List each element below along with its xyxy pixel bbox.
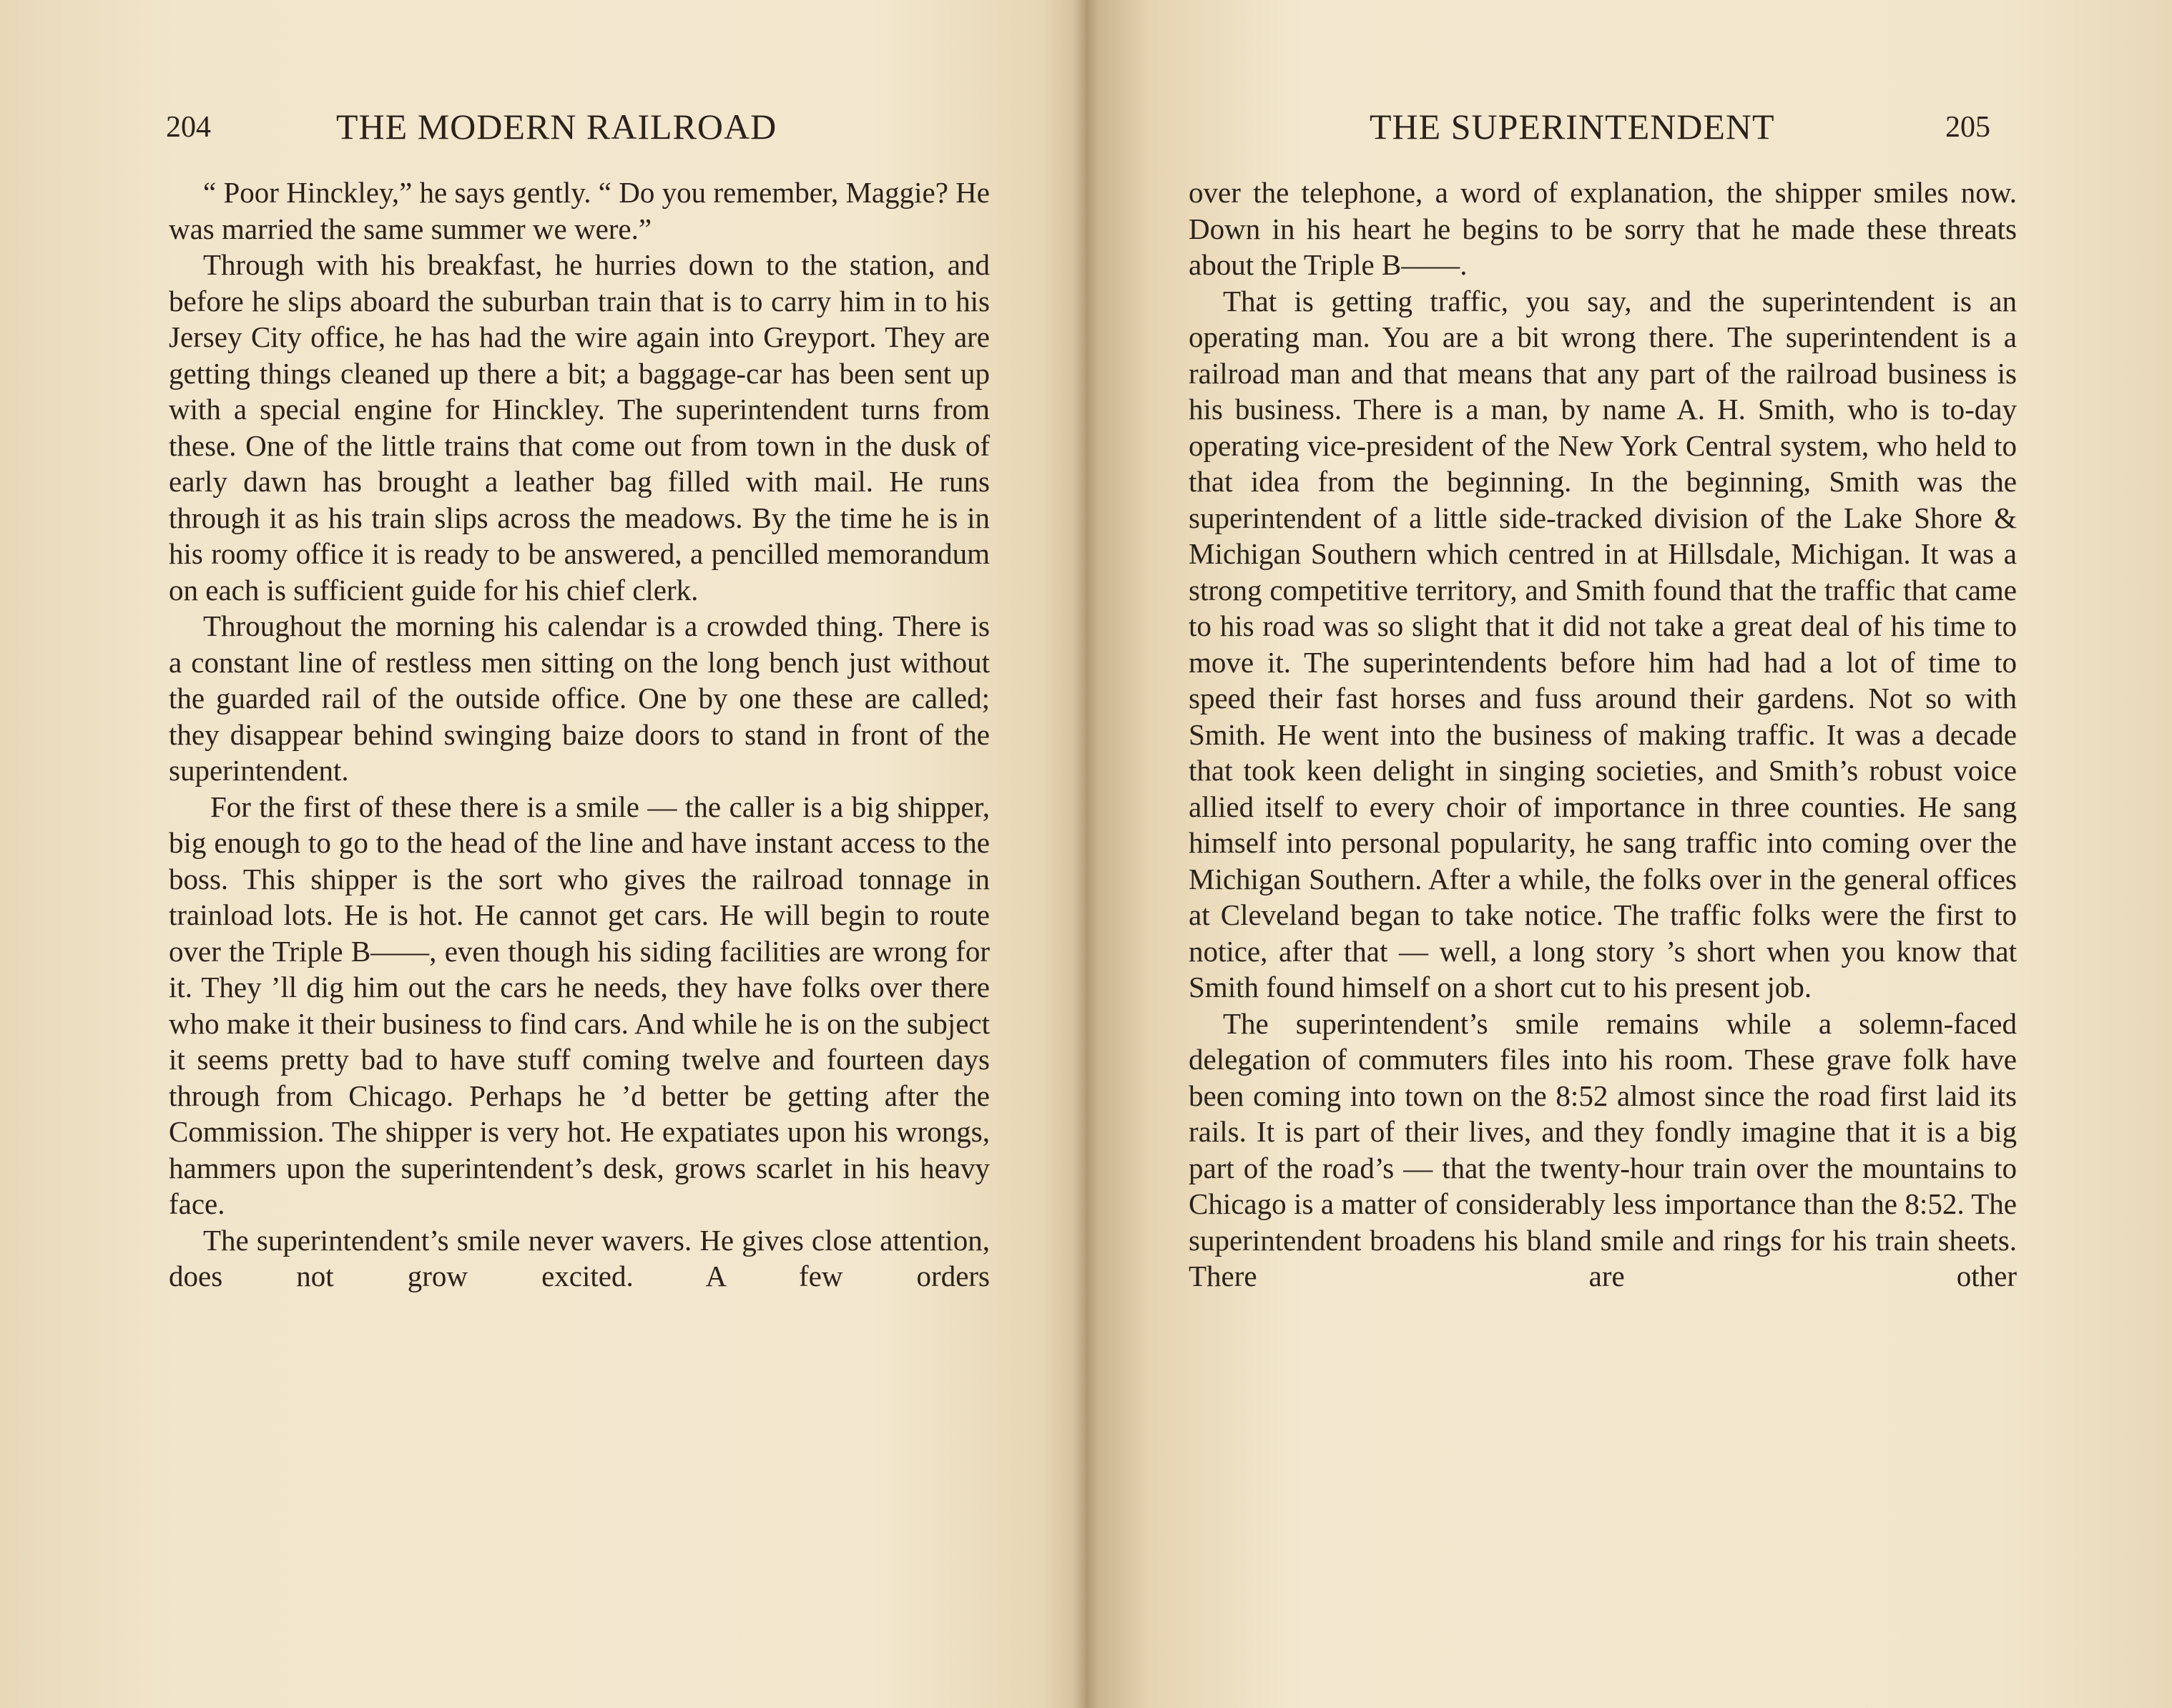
running-head-right: THE SUPERINTENDENT: [1370, 107, 1775, 147]
right-page: [1092, 0, 2172, 1708]
page-number-right: 205: [1945, 111, 1990, 144]
paragraph: The superintendent’s smile remains while a solemn-faced delegation of commuters files into his room. These grave folk have been coming into town on the 8:52 almost since the road first laid its rails. It is part of their lives, and they fondly imagine that it is a big part of the road’s — that the twenty-hour train over the mountains to Chicago is a matter of considerably less importance than the 8:52. The superintendent broadens his bland smile and rings for his train sheets. There are other: [1189, 1006, 2017, 1292]
paragraph: Throughout the morning his calendar is a crowded thing. There is a constant line of restless men sitting on the long bench just without the guarded rail of the outside office. One by one these are called; they disappear behind swinging baize doors to stand in front of the superintendent.: [169, 609, 990, 787]
paragraph: That is getting traffic, you say, and the superintendent is an operating man. You are a bit wrong there. The superintendent is a railroad man and that means that any part of the railroad business is his business. There is a man, by name A. H. Smith, who is to-day operating vice-president of the New York Central system, who held to that idea from the beginning. In the beginning, Smith was the superintendent of a little side-tracked division of the Lake Shore & Michigan Southern which centred in at Hillsdale, Michigan. It was a strong competitive territory, and Smith found that the traffic that came to his road was so slight that it did not take a great deal of his time to move it. The superintendents before him had had a lot of time to speed their fast horses and fuss around their gardens. Not so with Smith. He went into the business of making traffic. It was a decade that took keen delight in singing societies, and Smith’s robust voice allied itself to every choir of importance in three counties. He sang himself into personal popularity, he sang traffic into coming over the Michigan Southern. After a while, the folks over in the general offices at Cleveland began to take notice. The traffic folks were the first to notice, after that — well, a long story ’s short when you know that Smith found himself on a short cut to his present job.: [1189, 284, 2017, 1003]
paragraph: Through with his breakfast, he hurries down to the station, and before he slips aboard the suburban train that is to carry him in to his Jersey City office, he has had the wire again into Greyport. They are getting things cleaned up there a bit; a baggage-car has been sent up with a special engine for Hinckley. The superintendent turns from these. One of the little trains that come out from town in the dusk of early dawn has brought a leather bag filled with mail. He runs through it as his train slips across the meadows. By the time he is in his roomy office it is ready to be answered, a pencilled memorandum on each is sufficient guide for his chief clerk.: [169, 248, 990, 607]
left-page-body: [169, 175, 990, 1295]
right-page-body: [1189, 175, 2017, 1295]
paragraph: “ Poor Hinckley,” he says gently. “ Do you remember, Maggie? He was married the same summer we were.”: [169, 176, 990, 245]
left-page: [0, 0, 1080, 1708]
paragraph: For the first of these there is a smile — the caller is a big shipper, big enough to go to the head of the line and have instant access to the boss. This shipper is the sort who gives the railroad tonnage in trainload lots. He is hot. He cannot get cars. He will begin to route over the Triple B——, even though his siding facilities are wrong for it. They ’ll dig him out the cars he needs, they have folks over there who make it their business to find cars. And while he is on the subject it seems pretty bad to have stuff coming twelve and fourteen days through from Chicago. Perhaps he ’d better be getting after the Commission. The shipper is very hot. He expatiates upon his wrongs, hammers upon the superintendent’s desk, grows scarlet in his heavy face.: [169, 790, 990, 1220]
running-head-left: THE MODERN RAILROAD: [336, 107, 777, 147]
paragraph: over the telephone, a word of explanation, the shipper smiles now. Down in his heart he begins to be sorry that he made these threats about the Triple B——.: [1189, 176, 2017, 281]
page-number-left: 204: [166, 111, 211, 144]
paragraph: The superintendent’s smile never wavers. He gives close attention, does not grow excited. A few orders: [169, 1223, 990, 1292]
